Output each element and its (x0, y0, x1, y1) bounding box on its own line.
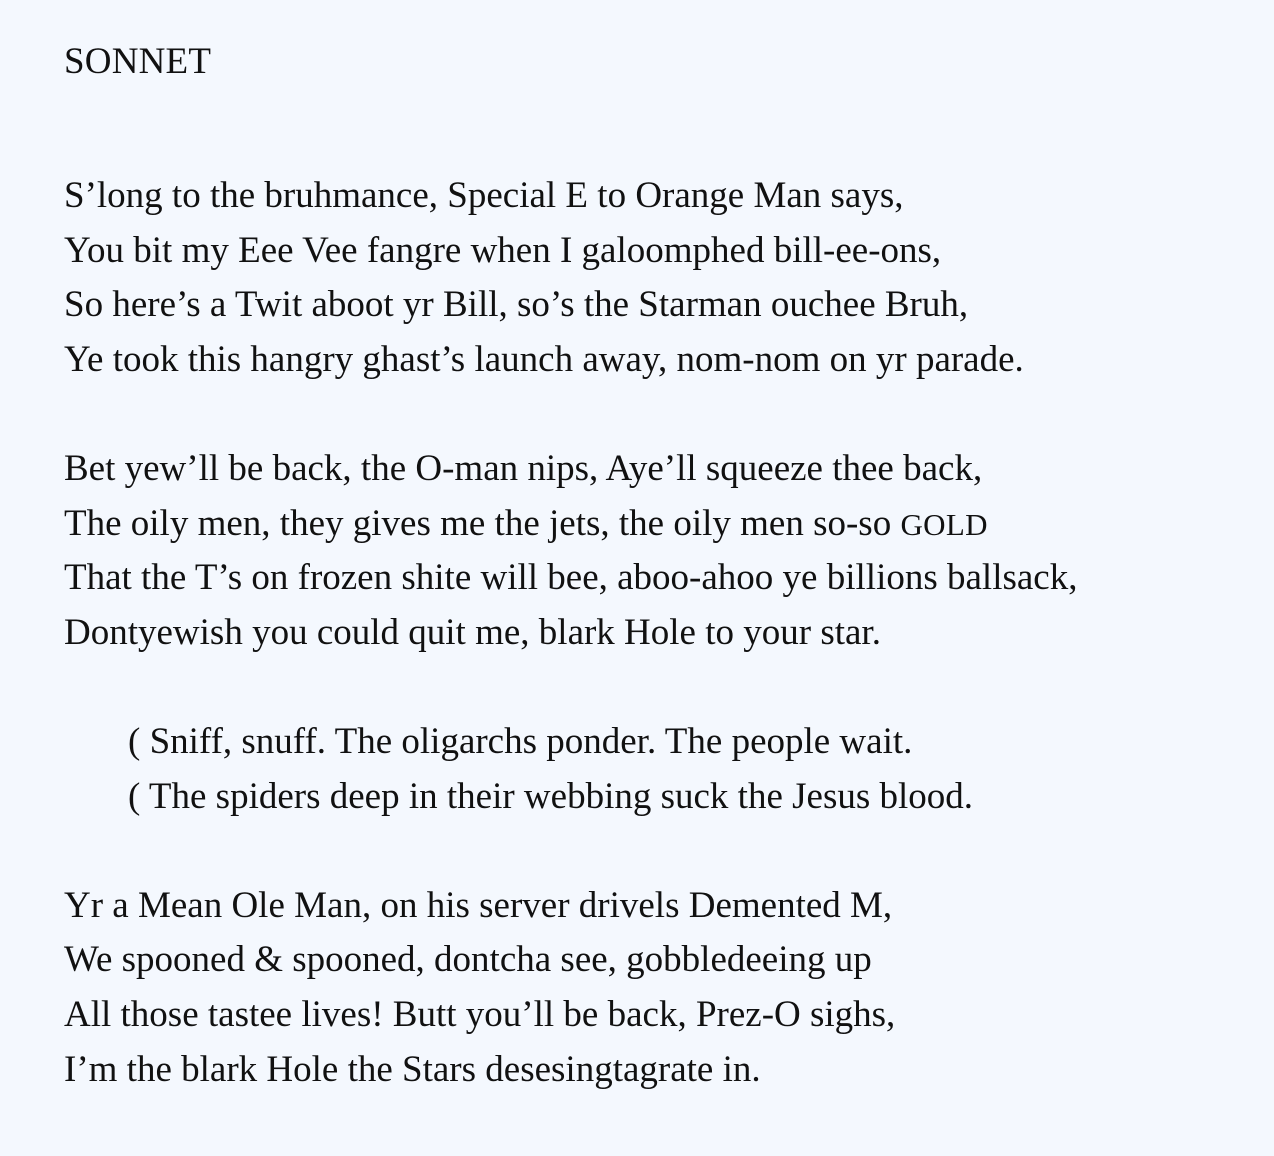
poem-line: Dontyewish you could quit me, blark Hole to your star. (64, 611, 881, 653)
poem-line: S’long to the bruhmance, Special E to Orange Man says, (64, 175, 904, 216)
stanza-3 (64, 879, 1244, 1097)
poem-line (64, 497, 1244, 552)
spacer (64, 824, 1244, 879)
poem-line: I’m the blark Hole the Stars desesingtagrate in. (64, 1048, 761, 1090)
poem (64, 40, 1244, 1097)
poem-line: Ye took this hangry ghast’s launch away, nom-nom on yr parade. (64, 338, 1024, 380)
poem-line: Bet yew’ll be back, the O-man nips, Aye’ll squeeze thee back, (64, 447, 983, 489)
aside-stanza (64, 715, 1244, 824)
spacer (64, 84, 1244, 169)
poem-title: SONNET (64, 41, 212, 82)
poem-line: So here’s a Twit aboot yr Bill, so’s the Starman ouchee Bruh, (64, 284, 969, 326)
poem-line: We spooned & spooned, dontcha see, gobbledeeing up (64, 939, 872, 981)
poem-line: Yr a Mean Ole Man, on his server drivels Demented M, (64, 884, 893, 926)
spacer (64, 660, 1244, 715)
stanza-1 (64, 169, 1244, 387)
small-caps-word: GOLD (900, 506, 988, 542)
poem-line-text: The oily men, they gives me the jets, the oily men so-so (64, 502, 901, 544)
spacer (64, 387, 1244, 442)
poem-line: That the T’s on frozen shite will bee, aboo-ahoo ye billions ballsack, (64, 557, 1078, 599)
poem-line: You bit my Eee Vee fangre when I galoomphed bill-ee-ons, (64, 229, 942, 271)
aside-line: ( The spiders deep in their webbing suck the Jesus blood. (128, 775, 974, 817)
stanza-2 (64, 442, 1244, 660)
poem-line: All those tastee lives! Butt you’ll be back, Prez-O sighs, (64, 993, 896, 1035)
aside-line: ( Sniff, snuff. The oligarchs ponder. The people wait. (128, 720, 913, 762)
